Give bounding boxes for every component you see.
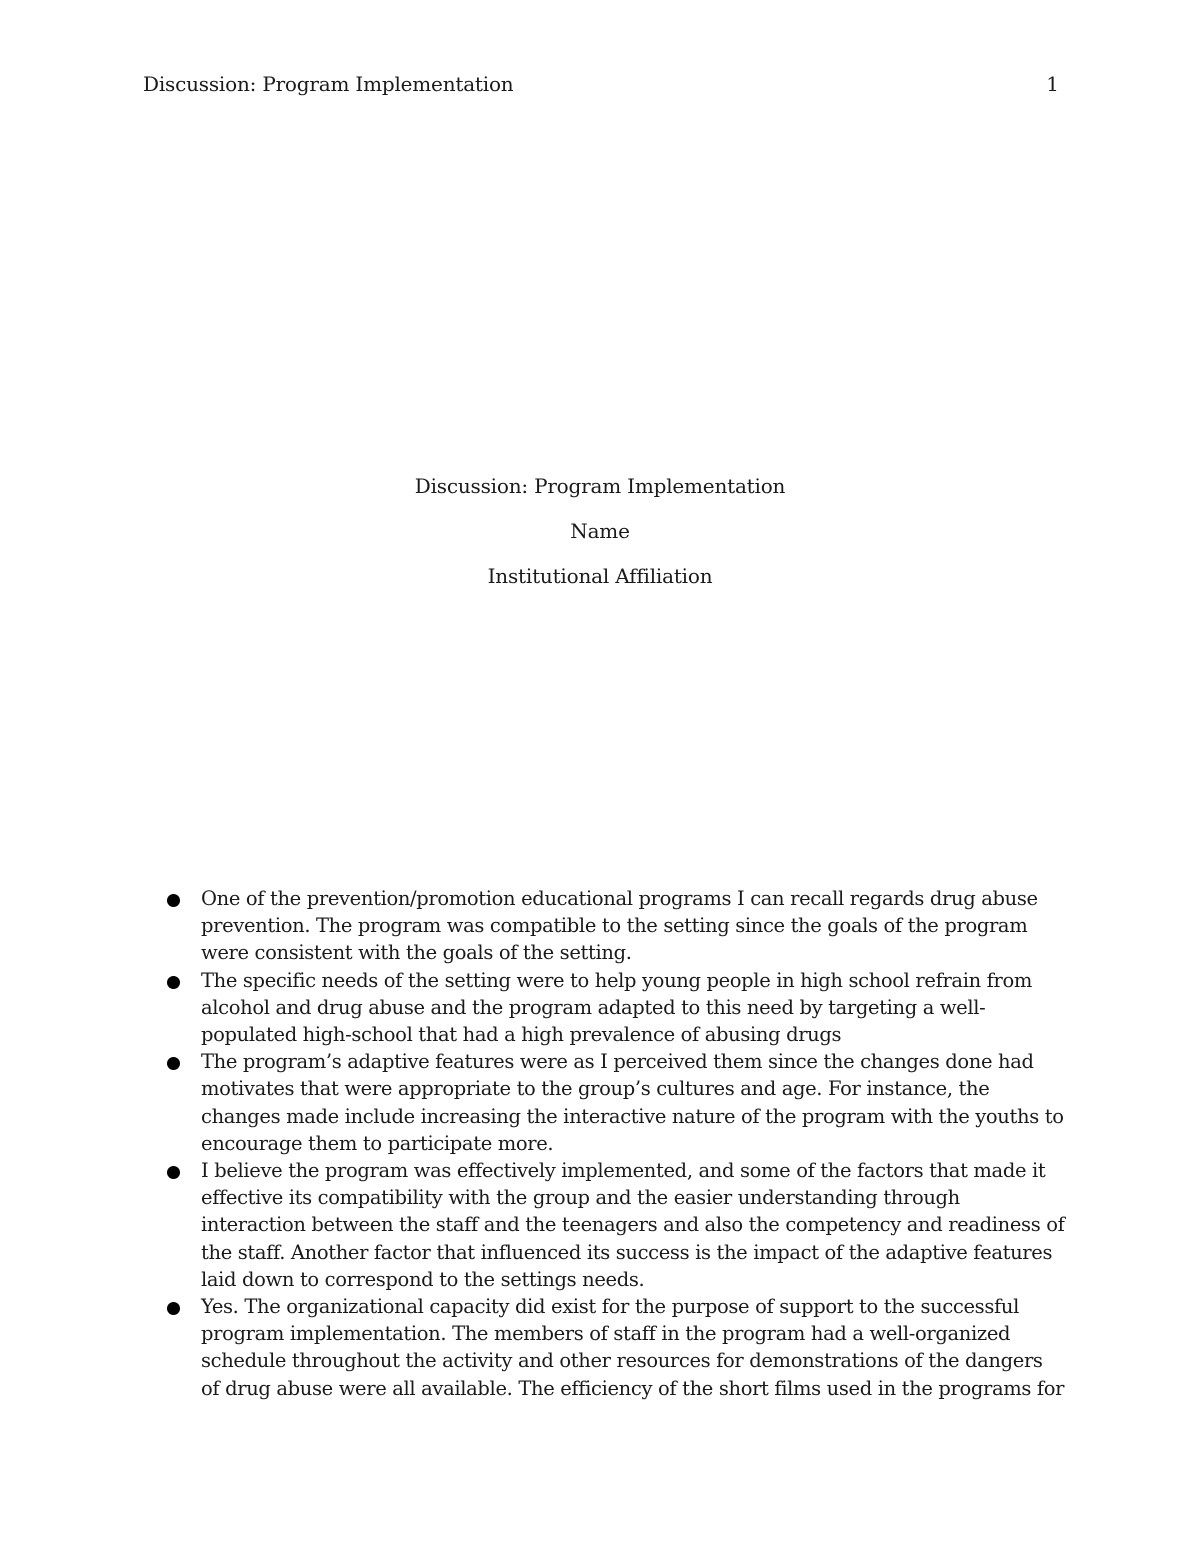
- list-item-text: I believe the program was effectively implemented, and some of the factors that made it effective its compatibility with the group and the easier understanding through interaction between the staff and the teenagers and also the competency and readiness of the staff. Another factor that influenced its success is the impact of the adaptive features laid down to correspond to the settings needs.: [201, 1159, 1065, 1291]
- list-item: [165, 1048, 1065, 1157]
- list-item-text: The program’s adaptive features were as I perceived them since the changes done had motivates that were appropriate to the group’s cultures and age. For instance, the changes made include increasing the interactive nature of the program with the youths to encourage them to participate more.: [201, 1050, 1064, 1155]
- list-item: [165, 1157, 1065, 1293]
- bullet-icon: [167, 1057, 180, 1070]
- list-item-text: The specific needs of the setting were to help young people in high school refrain from alcohol and drug abuse and the program adapted to this need by targeting a well-populated high-school that had a high prevalence of abusing drugs: [201, 968, 1033, 1047]
- bullet-icon: [167, 894, 180, 907]
- list-item: [165, 967, 1065, 1049]
- list-item-text: Yes. The organizational capacity did exist for the purpose of support to the successful program implementation. The members of staff in the program had a well-organized schedule throughout the activity and other resources for demonstrations of the dangers of drug abuse were all available. The efficiency of the short films used in the programs for: [201, 1295, 1065, 1400]
- title-block: [0, 473, 1200, 608]
- paper-title: Discussion: Program Implementation: [414, 474, 786, 498]
- bullet-icon: [167, 1166, 180, 1179]
- bullet-icon: [167, 976, 180, 989]
- running-head: Discussion: Program Implementation: [143, 72, 514, 96]
- page-number: 1: [1046, 72, 1059, 96]
- author-name: Name: [570, 519, 630, 543]
- institutional-affiliation: Institutional Affiliation: [487, 564, 713, 588]
- bullet-list: [165, 885, 1065, 1402]
- list-item: [165, 885, 1065, 967]
- bullet-icon: [167, 1302, 180, 1315]
- list-item: [165, 1293, 1065, 1402]
- list-item-text: One of the prevention/promotion educational programs I can recall regards drug abuse prevention. The program was compatible to the setting since the goals of the program were consistent with the goals of the setting.: [201, 887, 1038, 965]
